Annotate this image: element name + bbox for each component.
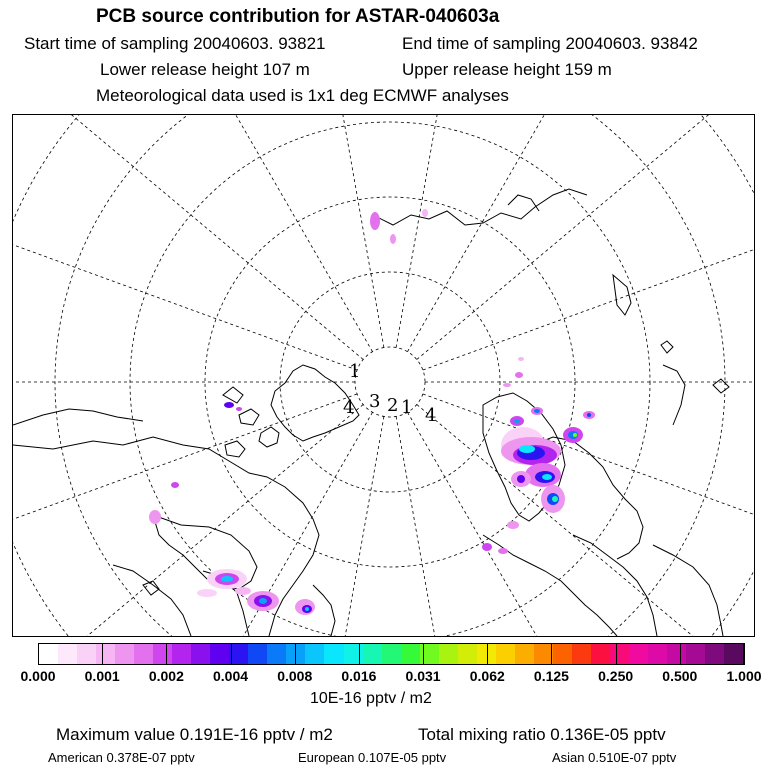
meteorological-data-label: Meteorological data used is 1x1 deg ECMWF analyses — [96, 86, 509, 105]
total-mixing-ratio-label: Total mixing ratio 0.136E-05 pptv — [418, 725, 666, 744]
legend-tick-label: 0.250 — [598, 668, 634, 684]
latitude-circle — [13, 115, 754, 636]
contour-label: 4 — [425, 405, 437, 426]
legend-tick-label: 0.008 — [277, 668, 313, 684]
legend-color-cell — [58, 644, 77, 664]
legend-color-cell — [591, 644, 610, 664]
legend-unit-label: 10E-16 pptv / m2 — [310, 690, 432, 707]
legend-color-cell — [344, 644, 363, 664]
plot-title: PCB source contribution for ASTAR-040603a — [96, 6, 500, 27]
contour-label: 3 — [369, 391, 381, 412]
legend-color-cell — [191, 644, 210, 664]
legend-color-cell — [248, 644, 267, 664]
legend-color-cell — [534, 644, 553, 664]
legend-color-cell — [286, 644, 305, 664]
legend-color-cell — [115, 644, 134, 664]
upper-release-height: Upper release height 159 m — [402, 60, 612, 79]
legend-color-cell — [229, 644, 248, 664]
legend-tick-label: 0.500 — [662, 668, 698, 684]
longitude-line — [13, 115, 363, 360]
legend-tick-label: 0.125 — [533, 668, 569, 684]
legend-color-cell — [667, 644, 686, 664]
legend-color-cell — [267, 644, 286, 664]
longitude-line — [13, 115, 357, 370]
legend-color-cell — [629, 644, 648, 664]
legend-color-cell — [420, 644, 439, 664]
longitude-line — [408, 412, 755, 636]
longitude-line — [423, 115, 754, 370]
contour-label: 1 — [349, 361, 361, 382]
legend-color-cell — [686, 644, 705, 664]
maximum-value-label: Maximum value 0.191E-16 pptv / m2 — [56, 725, 333, 744]
legend-color-cell — [439, 644, 458, 664]
legend-color-cell — [172, 644, 191, 664]
legend-tick-label: 0.000 — [20, 668, 56, 684]
lower-release-height: Lower release height 107 m — [100, 60, 310, 79]
legend-color-cell — [477, 644, 496, 664]
legend-color-cell — [96, 644, 115, 664]
longitude-line — [408, 115, 755, 352]
legend-color-cell — [39, 644, 58, 664]
longitude-line — [417, 115, 754, 360]
longitude-line — [417, 404, 754, 636]
polar-map — [12, 114, 755, 637]
legend-color-cell — [648, 644, 667, 664]
map-graphic — [13, 115, 754, 636]
coastlines — [13, 189, 729, 636]
legend-tick-label: 0.031 — [405, 668, 441, 684]
legend-tick-label: 0.001 — [84, 668, 120, 684]
american-contribution: American 0.378E-07 pptv — [48, 750, 195, 765]
legend-color-cell — [496, 644, 515, 664]
legend-color-cell — [324, 644, 343, 664]
legend-color-cell — [77, 644, 96, 664]
legend-tick-label: 0.016 — [341, 668, 377, 684]
asian-contribution: Asian 0.510E-07 pptv — [552, 750, 677, 765]
legend-color-cell — [572, 644, 591, 664]
lat-lon-grid — [13, 115, 754, 636]
legend-color-cell — [458, 644, 477, 664]
contour-label: 4 — [343, 397, 355, 418]
latitude-circle — [55, 115, 725, 636]
legend-color-cell — [553, 644, 572, 664]
legend-tick-label: 0.062 — [469, 668, 505, 684]
contour-label: 2 — [387, 395, 399, 416]
legend-color-cell — [305, 644, 324, 664]
start-time-label: Start time of sampling 20040603. 93821 — [24, 34, 326, 53]
longitude-line — [396, 115, 546, 348]
legend-tick-mark — [744, 643, 745, 665]
latitude-circle — [205, 197, 575, 567]
legend-tick-label: 0.002 — [148, 668, 184, 684]
legend-color-cell — [363, 644, 382, 664]
legend-color-cell — [210, 644, 229, 664]
longitude-line — [423, 394, 754, 636]
legend-color-cell — [705, 644, 724, 664]
longitude-line — [234, 115, 384, 348]
legend-color-cell — [134, 644, 153, 664]
end-time-label: End time of sampling 20040603. 93842 — [402, 34, 698, 53]
legend-color-cell — [401, 644, 420, 664]
color-legend — [38, 643, 744, 665]
legend-color-cell — [724, 644, 743, 664]
legend-color-cell — [382, 644, 401, 664]
european-contribution: European 0.107E-05 pptv — [298, 750, 447, 765]
legend-tick-label: 1.000 — [726, 668, 762, 684]
legend-tick-label: 0.004 — [213, 668, 249, 684]
latitude-circle — [130, 122, 650, 636]
legend-color-cell — [515, 644, 534, 664]
contour-label: 1 — [401, 397, 413, 418]
legend-color-cell — [610, 644, 629, 664]
legend-color-cell — [153, 644, 172, 664]
longitude-line — [13, 115, 373, 352]
